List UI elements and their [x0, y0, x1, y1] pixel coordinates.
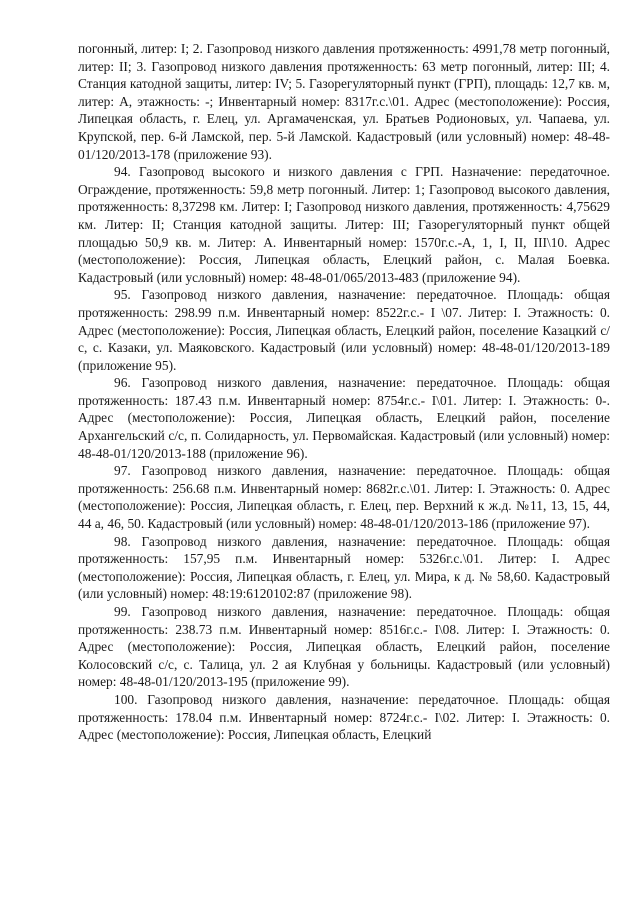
paragraph-item-95: 95. Газопровод низкого давления, назначение: передаточное. Площадь: общая протяженность: 298.99 п.м. Инвентарный номер: 8522г.с.- I \07. Литер: I. Этажность: 0. Адрес (местоположение): Россия, Липецкая область, Елецкий район, поселение Казацкий с/с, с. Казаки, ул. Маяковского. Кадастровый (или условный) номер: 48-48-01/120/2013-189 (приложение 95). — [78, 287, 610, 373]
paragraph-item-99: 99. Газопровод низкого давления, назначение: передаточное. Площадь: общая протяженность: 238.73 п.м. Инвентарный номер: 8516г.с.- I\08. Литер: I. Этажность: 0. Адрес (местоположение): Россия, Липецкая область, Елецкий район, поселение Колосовский с/с, с. Талица, ул. 2 ая Клубная у больницы. Кадастровый (или условный) номер: 48-48-01/120/2013-195 (приложение 99). — [78, 604, 610, 690]
paragraph-continuation-93: погонный, литер: I; 2. Газопровод низкого давления протяженность: 4991,78 метр погонный, литер: II; 3. Газопровод низкого давления протяженность: 63 метр погонный, литер: III; 4. Станция катодной защиты, литер: IV; 5. Газорегуляторный пункт (ГРП), площадь: 12,7 кв. м, литер: А, этажность: -; Инвентарный номер: 8317г.с.\01. Адрес (местоположение): Россия, Липецкая область, г. Елец, ул. Аргамаченская, ул. Братьев Родионовых, ул. Чапаева, ул. Крупской, пер. 6-й Ламской, пер. 5-й Ламской. Кадастровый (или условный) номер: 48-48-01/120/2013-178 (приложение 93). — [78, 41, 610, 162]
paragraph-item-94: 94. Газопровод высокого и низкого давления с ГРП. Назначение: передаточное. Ограждение, протяженность: 59,8 метр погонный. Литер: 1; Газопровод высокого давления, протяженность: 8,37298 км. Литер: I; Газопровод низкого давления, протяженность: 4,75629 км. Литер: II; Станция катодной защиты. Литер: III; Газорегуляторный пункт общей площадью 50,9 кв. м. Литер: А. Инвентарный номер: 1570г.с.-А, 1, I, II, III\10. Адрес (местоположение): Россия, Липецкая область, Елецкий район, с. Малая Боевка. Кадастровый (или условный) номер: 48-48-01/065/2013-483 (приложение 94). — [78, 164, 610, 285]
document-body — [78, 40, 610, 744]
paragraph-item-97: 97. Газопровод низкого давления, назначение: передаточное. Площадь: общая протяженность: 256.68 п.м. Инвентарный номер: 8682г.с.\01. Литер: I. Этажность: 0. Адрес (местоположение): Россия, Липецкая область, г. Елец, пер. Верхний к ж.д. №11, 13, 15, 44, 44 а, 46, 50. Кадастровый (или условный) номер: 48-48-01/120/2013-186 (приложение 97). — [78, 463, 610, 532]
paragraph-item-98: 98. Газопровод низкого давления, назначение: передаточное. Площадь: общая протяженность: 157,95 п.м. Инвентарный номер: 5326г.с.\01. Литер: I. Адрес (местоположение): Россия, Липецкая область, г. Елец, ул. Мира, к д. № 58,60. Кадастровый (или условный) номер: 48:19:6120102:87 (приложение 98). — [78, 533, 610, 602]
paragraph-item-100: 100. Газопровод низкого давления, назначение: передаточное. Площадь: общая протяженность: 178.04 п.м. Инвентарный номер: 8724г.с.- I\02. Литер: I. Этажность: 0. Адрес (местоположение): Россия, Липецкая область, Елецкий — [78, 691, 610, 743]
paragraph-item-96: 96. Газопровод низкого давления, назначение: передаточное. Площадь: общая протяженность: 187.43 п.м. Инвентарный номер: 8754г.с.- I\01. Литер: I. Этажность: 0-. Адрес (местоположение): Россия, Липецкая область, Елецкий район, поселение Архангельский с/с, п. Солидарность, ул. Первомайская. Кадастровый (или условный) номер: 48-48-01/120/2013-188 (приложение 96). — [78, 375, 610, 461]
